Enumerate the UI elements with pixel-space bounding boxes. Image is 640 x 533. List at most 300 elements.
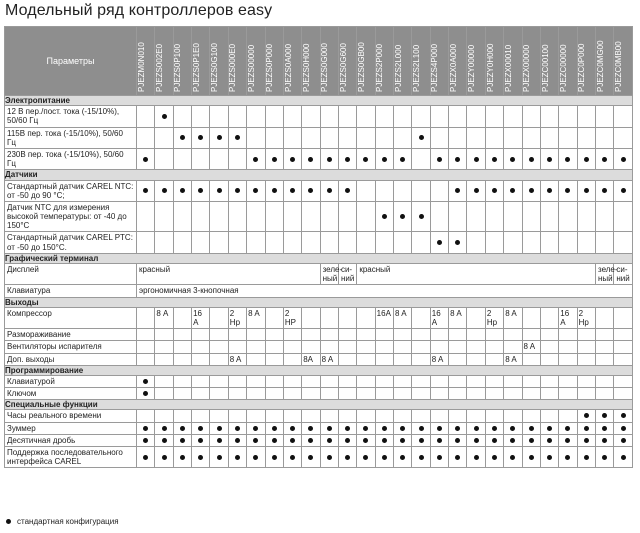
section-title: Датчики (5, 170, 633, 180)
empty-cell (394, 410, 412, 422)
model-header-label: PJEZC0P000 (577, 43, 587, 92)
standard-config-dot-icon (180, 426, 185, 431)
standard-config-dot-icon (437, 455, 442, 460)
empty-cell (357, 353, 375, 365)
empty-cell (375, 410, 393, 422)
empty-cell (522, 201, 540, 232)
row-label: Зуммер (5, 422, 137, 434)
empty-cell (504, 341, 522, 353)
standard-config-dot-icon (510, 157, 515, 162)
standard-config-dot-icon (162, 438, 167, 443)
empty-cell (540, 388, 558, 400)
row-label: 115В пер. тока (-15/10%), 50/60 Гц (5, 127, 137, 148)
standard-config-dot-icon (547, 188, 552, 193)
standard-config-dot-icon (400, 426, 405, 431)
standard-dot-cell (430, 148, 448, 169)
empty-cell (449, 201, 467, 232)
model-header (595, 27, 613, 96)
empty-cell (320, 375, 338, 387)
standard-dot-cell (540, 422, 558, 434)
empty-cell (192, 148, 210, 169)
row-label: Клавиатура (5, 285, 137, 297)
standard-config-dot-icon (382, 214, 387, 219)
standard-config-dot-icon (363, 157, 368, 162)
empty-cell (283, 353, 301, 365)
standard-config-dot-icon (510, 455, 515, 460)
row-label: Дисплей (5, 264, 137, 285)
empty-cell (265, 375, 283, 387)
empty-cell (540, 127, 558, 148)
empty-cell (173, 353, 191, 365)
empty-cell (614, 106, 632, 127)
standard-dot-cell (430, 447, 448, 468)
model-header-label: PJEZX0A000 (448, 43, 458, 92)
model-header (412, 27, 430, 96)
model-comparison-table (4, 26, 633, 468)
model-header (430, 27, 448, 96)
empty-cell (485, 201, 503, 232)
standard-dot-cell (192, 127, 210, 148)
row-label: Стандартный датчик CAREL PTC: от -50 до 150°С. (5, 232, 137, 253)
standard-dot-cell (210, 180, 228, 201)
model-header-label: PJEZS0H000 (301, 43, 311, 92)
empty-cell (210, 353, 228, 365)
standard-config-dot-icon (437, 426, 442, 431)
standard-dot-cell (338, 434, 356, 446)
value-cell: 8 A (449, 307, 467, 328)
empty-cell (283, 329, 301, 341)
row-label: 12 В пер./пост. тока (-15/10%), 50/60 Гц (5, 106, 137, 127)
empty-cell (577, 388, 595, 400)
empty-cell (412, 329, 430, 341)
standard-config-dot-icon (455, 455, 460, 460)
standard-dot-cell (504, 148, 522, 169)
standard-dot-cell (504, 180, 522, 201)
standard-config-dot-icon (584, 426, 589, 431)
model-header (210, 27, 228, 96)
empty-cell (595, 388, 613, 400)
empty-cell (302, 232, 320, 253)
standard-dot-cell (559, 447, 577, 468)
value-cell: 16 A (559, 307, 577, 328)
empty-cell (467, 232, 485, 253)
model-header-label: PJEZY00000 (466, 44, 476, 92)
empty-cell (192, 410, 210, 422)
empty-cell (283, 375, 301, 387)
empty-cell (338, 232, 356, 253)
standard-config-dot-icon (437, 438, 442, 443)
row-label: Ключом (5, 388, 137, 400)
standard-dot-cell (614, 434, 632, 446)
standard-config-dot-icon (419, 438, 424, 443)
empty-cell (265, 127, 283, 148)
standard-config-dot-icon (363, 426, 368, 431)
model-header (394, 27, 412, 96)
standard-config-dot-icon (272, 157, 277, 162)
model-header-label: PJEZX00010 (503, 44, 513, 92)
standard-config-dot-icon (272, 188, 277, 193)
empty-cell (485, 410, 503, 422)
standard-config-dot-icon (272, 455, 277, 460)
empty-cell (137, 307, 155, 328)
legend-label: стандартная конфигурация (17, 517, 119, 526)
empty-cell (375, 232, 393, 253)
standard-dot-cell (155, 106, 173, 127)
row-label: Вентиляторы испарителя (5, 341, 137, 353)
standard-config-dot-icon (162, 188, 167, 193)
empty-cell (375, 375, 393, 387)
standard-dot-cell (412, 422, 430, 434)
model-header (540, 27, 558, 96)
empty-cell (155, 232, 173, 253)
empty-cell (173, 148, 191, 169)
empty-cell (577, 329, 595, 341)
empty-cell (522, 127, 540, 148)
empty-cell (430, 375, 448, 387)
standard-config-dot-icon (308, 188, 313, 193)
empty-cell (412, 375, 430, 387)
model-header-label: PJEZS2P000 (375, 43, 385, 92)
standard-dot-cell (247, 180, 265, 201)
standard-dot-cell (577, 148, 595, 169)
value-cell: 2 Hp (577, 307, 595, 328)
empty-cell (577, 106, 595, 127)
standard-dot-cell (228, 127, 246, 148)
standard-dot-cell (302, 434, 320, 446)
standard-config-dot-icon (602, 157, 607, 162)
standard-config-dot-icon (345, 426, 350, 431)
standard-dot-cell (449, 434, 467, 446)
standard-dot-cell (449, 422, 467, 434)
empty-cell (302, 410, 320, 422)
standard-dot-cell (320, 434, 338, 446)
empty-cell (467, 375, 485, 387)
standard-config-dot-icon (400, 157, 405, 162)
empty-cell (394, 232, 412, 253)
section-title: Выходы (5, 297, 633, 307)
empty-cell (375, 353, 393, 365)
table-row (5, 434, 633, 446)
empty-cell (192, 353, 210, 365)
value-cell: 2 Hp (485, 307, 503, 328)
empty-cell (375, 341, 393, 353)
empty-cell (522, 375, 540, 387)
empty-cell (375, 388, 393, 400)
row-label: Компрессор (5, 307, 137, 328)
empty-cell (357, 410, 375, 422)
model-header (467, 27, 485, 96)
empty-cell (430, 106, 448, 127)
standard-dot-cell (595, 410, 613, 422)
standard-config-dot-icon (584, 188, 589, 193)
standard-dot-cell (540, 447, 558, 468)
empty-cell (540, 341, 558, 353)
standard-dot-cell (485, 447, 503, 468)
standard-dot-cell (247, 447, 265, 468)
empty-cell (559, 329, 577, 341)
standard-dot-cell (577, 422, 595, 434)
standard-dot-cell (375, 148, 393, 169)
standard-config-dot-icon (621, 413, 626, 418)
standard-dot-cell (485, 434, 503, 446)
standard-config-dot-icon (547, 426, 552, 431)
standard-config-dot-icon (290, 455, 295, 460)
empty-cell (394, 106, 412, 127)
empty-cell (375, 329, 393, 341)
empty-cell (173, 329, 191, 341)
empty-cell (485, 329, 503, 341)
standard-config-dot-icon (529, 455, 534, 460)
row-label: Размораживание (5, 329, 137, 341)
standard-dot-cell (302, 422, 320, 434)
standard-config-dot-icon (419, 455, 424, 460)
empty-cell (357, 127, 375, 148)
value-cell: 8 A (247, 307, 265, 328)
standard-config-dot-icon (602, 188, 607, 193)
empty-cell (247, 410, 265, 422)
standard-config-dot-icon (345, 157, 350, 162)
empty-cell (577, 341, 595, 353)
empty-cell (375, 180, 393, 201)
row-label: Поддержка последовательного интерфейса CAREL (5, 447, 137, 468)
standard-config-dot-icon (602, 455, 607, 460)
empty-cell (485, 388, 503, 400)
empty-cell (192, 201, 210, 232)
standard-dot-cell (210, 434, 228, 446)
section-row (5, 400, 633, 410)
standard-dot-cell (467, 148, 485, 169)
empty-cell (412, 232, 430, 253)
empty-cell (540, 329, 558, 341)
standard-dot-cell (595, 180, 613, 201)
model-header (192, 27, 210, 96)
standard-dot-cell (155, 447, 173, 468)
table-row (5, 264, 633, 285)
standard-dot-cell (577, 180, 595, 201)
empty-cell (137, 232, 155, 253)
standard-config-dot-icon (345, 438, 350, 443)
standard-config-dot-icon (308, 426, 313, 431)
empty-cell (338, 353, 356, 365)
standard-dot-cell (614, 422, 632, 434)
model-header-label: PJEZS0P1E0 (191, 43, 201, 92)
empty-cell (210, 341, 228, 353)
standard-dot-cell (467, 447, 485, 468)
standard-dot-cell (265, 422, 283, 434)
standard-config-dot-icon (621, 188, 626, 193)
standard-dot-cell (228, 180, 246, 201)
table-row (5, 422, 633, 434)
section-title: Специальные функции (5, 400, 633, 410)
table-row (5, 353, 633, 365)
model-header-label: PJEZS0GB00 (356, 42, 366, 92)
standard-dot-cell (522, 422, 540, 434)
section-row (5, 365, 633, 375)
table-row (5, 127, 633, 148)
empty-cell (577, 232, 595, 253)
value-cell: 8A (302, 353, 320, 365)
empty-cell (449, 388, 467, 400)
standard-dot-cell (357, 148, 375, 169)
standard-dot-cell (302, 447, 320, 468)
standard-dot-cell (614, 447, 632, 468)
model-header (375, 27, 393, 96)
empty-cell (173, 106, 191, 127)
model-header (137, 27, 155, 96)
span-cell: эргономичная 3-кнопочная (137, 285, 633, 297)
standard-config-dot-icon (198, 426, 203, 431)
empty-cell (302, 341, 320, 353)
standard-config-dot-icon (547, 157, 552, 162)
standard-config-dot-icon (602, 426, 607, 431)
empty-cell (522, 106, 540, 127)
table-row (5, 388, 633, 400)
model-header-label: PJEZS0P100 (173, 43, 183, 92)
empty-cell (430, 127, 448, 148)
standard-dot-cell (320, 422, 338, 434)
standard-dot-cell (467, 422, 485, 434)
table-row (5, 329, 633, 341)
standard-config-dot-icon (143, 157, 148, 162)
standard-dot-cell (614, 410, 632, 422)
value-cell: 2 Hp (228, 307, 246, 328)
table-row (5, 307, 633, 328)
standard-config-dot-icon (400, 455, 405, 460)
standard-dot-cell (522, 148, 540, 169)
empty-cell (577, 127, 595, 148)
standard-config-dot-icon (437, 240, 442, 245)
empty-cell (320, 106, 338, 127)
empty-cell (595, 329, 613, 341)
empty-cell (540, 106, 558, 127)
empty-cell (504, 329, 522, 341)
standard-config-dot-icon (474, 157, 479, 162)
empty-cell (357, 329, 375, 341)
standard-config-dot-icon (382, 426, 387, 431)
empty-cell (394, 127, 412, 148)
empty-cell (228, 388, 246, 400)
empty-cell (210, 388, 228, 400)
standard-config-dot-icon (143, 188, 148, 193)
empty-cell (173, 307, 191, 328)
model-header-label: PJEZC00000 (558, 44, 568, 92)
standard-dot-cell (137, 388, 155, 400)
model-header-label: PJEZS0G000 (320, 43, 330, 92)
empty-cell (357, 388, 375, 400)
empty-cell (155, 148, 173, 169)
standard-config-dot-icon (529, 438, 534, 443)
standard-config-dot-icon (162, 114, 167, 119)
model-header-label: PJEZS2L000 (393, 44, 403, 92)
empty-cell (357, 201, 375, 232)
section-title: Графический терминал (5, 253, 633, 263)
standard-config-dot-icon (308, 157, 313, 162)
empty-cell (247, 127, 265, 148)
empty-cell (192, 329, 210, 341)
standard-dot-cell (522, 180, 540, 201)
empty-cell (449, 353, 467, 365)
empty-cell (320, 232, 338, 253)
standard-config-dot-icon (584, 455, 589, 460)
empty-cell (155, 353, 173, 365)
empty-cell (540, 375, 558, 387)
empty-cell (559, 341, 577, 353)
standard-dot-cell (540, 148, 558, 169)
span-cell: си- ний (614, 264, 632, 285)
standard-dot-cell (228, 422, 246, 434)
empty-cell (137, 329, 155, 341)
standard-dot-cell (173, 422, 191, 434)
empty-cell (155, 201, 173, 232)
empty-cell (228, 329, 246, 341)
standard-config-dot-icon (474, 455, 479, 460)
standard-config-dot-icon (217, 426, 222, 431)
empty-cell (430, 388, 448, 400)
model-header-label: PJEZC00100 (540, 44, 550, 92)
empty-cell (283, 341, 301, 353)
empty-cell (283, 232, 301, 253)
row-label: 230В пер. тока (-15/10%), 50/60 Гц (5, 148, 137, 169)
model-header (173, 27, 191, 96)
model-header-label: PJEZS0G600 (338, 43, 348, 92)
standard-dot-cell (595, 148, 613, 169)
empty-cell (283, 410, 301, 422)
standard-config-dot-icon (455, 188, 460, 193)
standard-dot-cell (192, 434, 210, 446)
empty-cell (155, 410, 173, 422)
standard-config-dot-icon (565, 438, 570, 443)
empty-cell (614, 341, 632, 353)
standard-dot-cell (522, 434, 540, 446)
empty-cell (522, 353, 540, 365)
standard-config-dot-icon (327, 455, 332, 460)
table-row (5, 285, 633, 297)
empty-cell (228, 341, 246, 353)
empty-cell (320, 307, 338, 328)
standard-config-dot-icon (474, 426, 479, 431)
empty-cell (430, 410, 448, 422)
standard-dot-cell (173, 127, 191, 148)
model-header (155, 27, 173, 96)
empty-cell (467, 201, 485, 232)
empty-cell (485, 353, 503, 365)
empty-cell (210, 148, 228, 169)
standard-dot-cell (302, 180, 320, 201)
span-cell: зеле- ный (595, 264, 613, 285)
standard-config-dot-icon (565, 426, 570, 431)
parameters-header: Параметры (5, 27, 137, 96)
empty-cell (265, 388, 283, 400)
standard-config-dot-icon (272, 438, 277, 443)
empty-cell (302, 388, 320, 400)
empty-cell (595, 353, 613, 365)
standard-config-dot-icon (510, 426, 515, 431)
empty-cell (375, 127, 393, 148)
standard-dot-cell (412, 201, 430, 232)
value-cell: 8 A (504, 353, 522, 365)
standard-dot-cell (137, 434, 155, 446)
standard-dot-cell (283, 447, 301, 468)
empty-cell (338, 329, 356, 341)
value-cell: 8 A (394, 307, 412, 328)
empty-cell (338, 307, 356, 328)
value-cell: 8 A (430, 353, 448, 365)
empty-cell (338, 106, 356, 127)
empty-cell (137, 201, 155, 232)
empty-cell (192, 375, 210, 387)
empty-cell (155, 329, 173, 341)
empty-cell (247, 353, 265, 365)
